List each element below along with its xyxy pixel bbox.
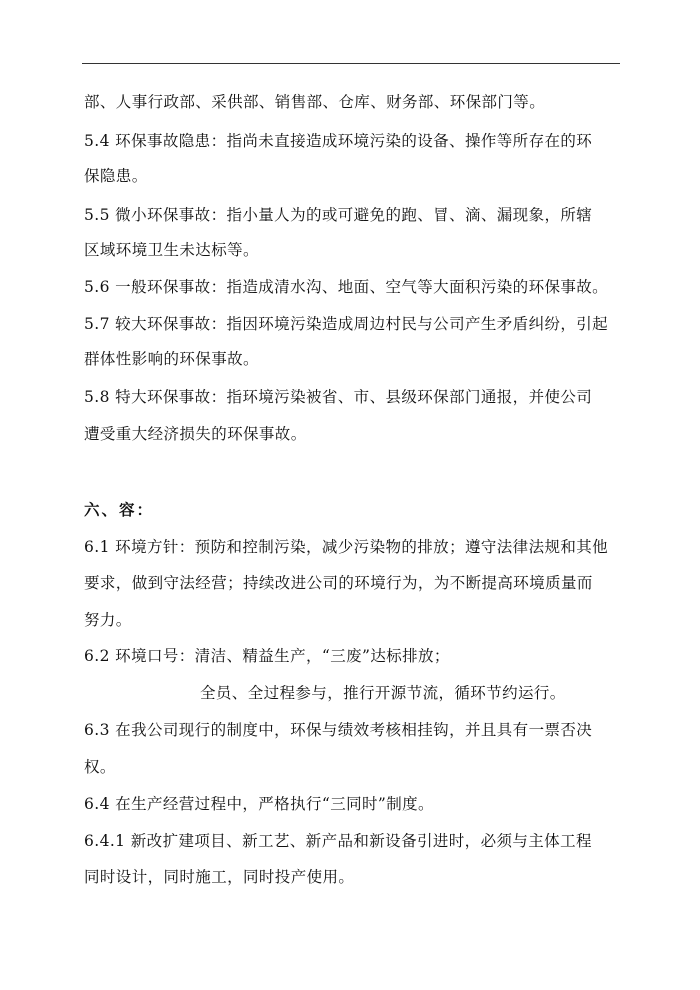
text-line: 同时设计，同时施工，同时投产使用。 <box>84 868 355 886</box>
text-line: 5.4 环保事故隐患：指尚未直接造成环境污染的设备、操作等所存在的环 <box>84 132 593 150</box>
text-line: 努力。 <box>84 611 132 629</box>
text-line: 6.4 在生产经营过程中，严格执行“三同时”制度。 <box>84 795 434 813</box>
text-line: 区域环境卫生未达标等。 <box>84 241 259 259</box>
text-line: 全员、全过程参与，推行开源节流，循环节约运行。 <box>200 684 566 702</box>
text-line: 遭受重大经济损失的环保事故。 <box>84 425 307 443</box>
text-line: 5.8 特大环保事故：指环境污染被省、市、县级环保部门通报，并使公司 <box>84 388 593 406</box>
header-rule <box>82 63 620 64</box>
text-line: 6.1 环境方针：预防和控制污染，减少污染物的排放；遵守法律法规和其他 <box>84 538 609 556</box>
text-line: 5.7 较大环保事故：指因环境污染造成周边村民与公司产生矛盾纠纷，引起 <box>84 315 609 333</box>
text-line: 权。 <box>84 758 116 776</box>
section-heading: 六、容： <box>84 500 155 519</box>
text-line: 群体性影响的环保事故。 <box>84 350 259 368</box>
text-line: 6.4.1 新改扩建项目、新工艺、新产品和新设备引进时，必须与主体工程 <box>84 832 592 850</box>
text-line: 6.2 环境口号：清洁、精益生产，“三废”达标排放； <box>84 647 450 665</box>
text-line: 5.6 一般环保事故：指造成清水沟、地面、空气等大面积污染的环保事故。 <box>84 278 609 296</box>
text-line: 部、人事行政部、采供部、销售部、仓库、财务部、环保部门等。 <box>84 93 546 111</box>
text-line: 5.5 微小环保事故：指小量人为的或可避免的跑、冒、滴、漏现象，所辖 <box>84 206 593 224</box>
text-line: 6.3 在我公司现行的制度中，环保与绩效考核相挂钩，并且具有一票否决 <box>84 721 593 739</box>
text-line: 要求，做到守法经营；持续改进公司的环境行为，为不断提高环境质量而 <box>84 574 593 592</box>
text-line: 保隐患。 <box>84 167 148 185</box>
